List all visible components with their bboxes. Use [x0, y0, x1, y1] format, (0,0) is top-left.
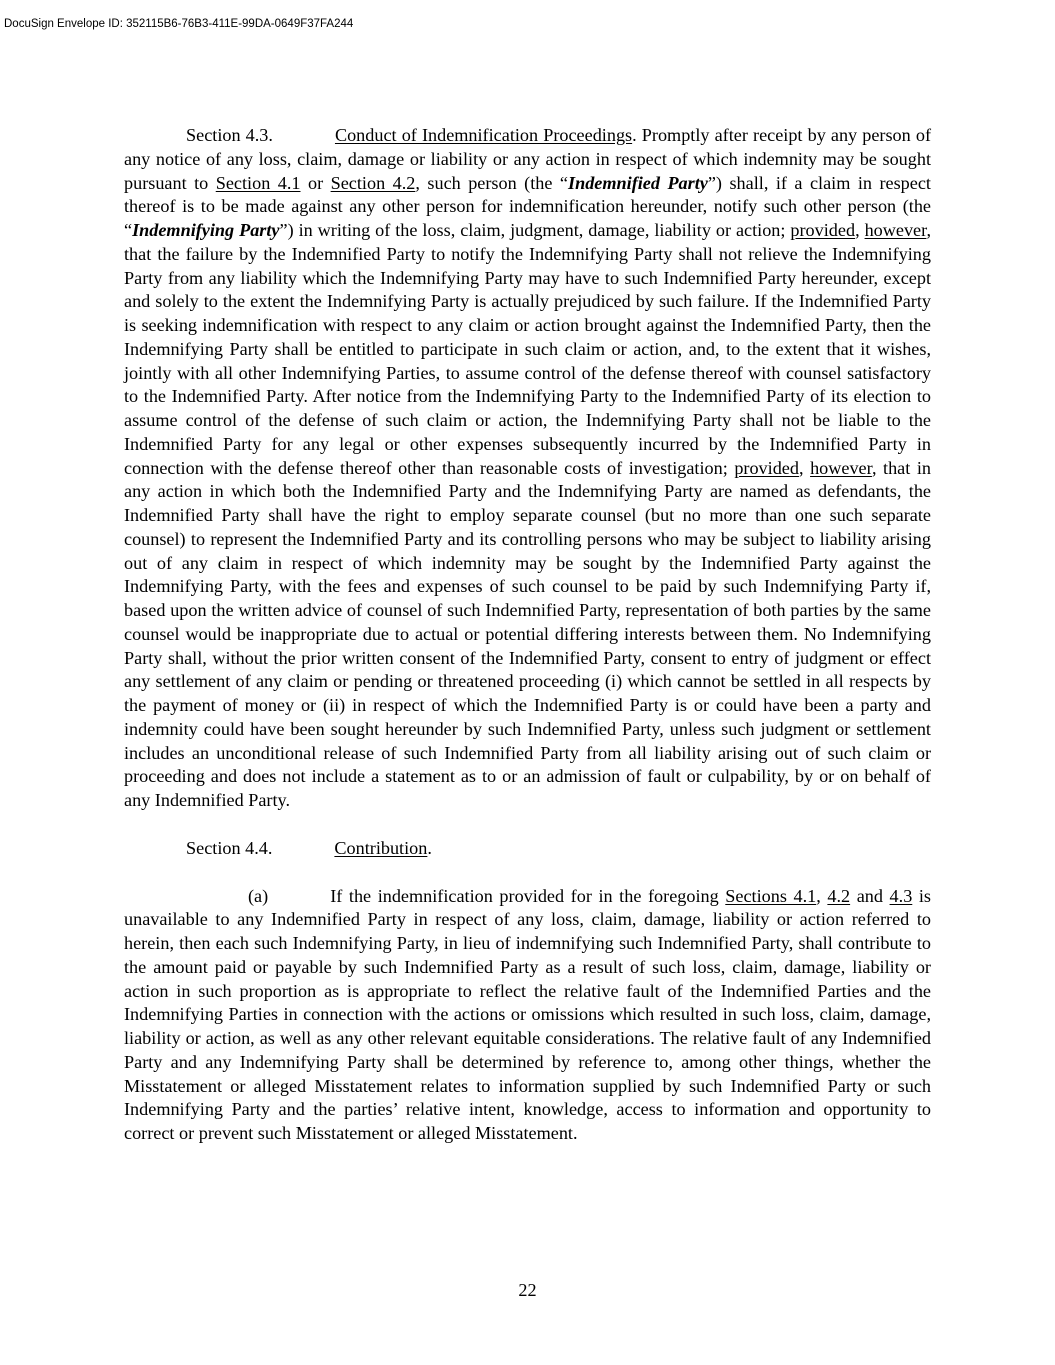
- proviso-however-2: however: [810, 457, 872, 478]
- docusign-envelope-id: DocuSign Envelope ID: 352115B6-76B3-411E-99DA-0649F37FA244: [4, 18, 354, 30]
- proviso-provided-2: provided: [734, 457, 799, 478]
- section-ref-4-2: Section 4.2: [330, 172, 416, 193]
- section-ref-4-2-short: 4.2: [827, 885, 851, 906]
- proviso-provided: provided: [790, 220, 856, 240]
- section-4-4-number: Section 4.4.: [186, 837, 273, 858]
- document-body: [124, 124, 931, 1146]
- section-ref-4-1-plural: Sections 4.1: [725, 885, 817, 906]
- proviso-however: however: [864, 220, 927, 240]
- clause-label-a: (a): [248, 885, 269, 906]
- page-number: 22: [518, 1280, 537, 1300]
- defined-term-indemnifying-party: Indemnifying Party: [132, 220, 280, 240]
- section-ref-4-1: Section 4.1: [215, 172, 301, 193]
- section-4-3-number: Section 4.3.: [186, 125, 273, 145]
- section-4-4-heading: Contribution: [334, 837, 428, 858]
- section-4-4-a-paragraph: (a) If the indemnification provided for in the foregoing Sections 4.1, 4.2 and 4.3 is unavailable to any Indemnified Party in respect of any loss, claim, damage, liability or action referred to herein, then each such Indemnifying Party, in lieu of indemnifying such Indemnified Party, shall contribute to the amount paid or payable by such Indemnified Party as a result of such loss, claim, damage, liability or action in such proportion as is appropriate to reflect the relative fault of the Indemnified Parties and the Indemnifying Parties in connection with the actions or omissions which resulted in such loss, claim, damage, liability or action, as well as any other relevant equitable considerations. The relative fault of any Indemnified Party and any Indemnifying Party shall be determined by reference to, among other things, whether the Misstatement or alleged Misstatement relates to information supplied by such Indemnified Party or such Indemnifying Party and the parties’ relative intent, knowledge, access to information and opportunity to correct or prevent such Misstatement or alleged Misstatement.: [124, 885, 931, 1143]
- section-4-3-heading: Conduct of Indemnification Proceedings: [334, 125, 633, 145]
- section-4-3-paragraph: Section 4.3. Conduct of Indemnification Proceedings. Promptly after receipt by any person of any notice of any loss, claim, damage or liability or any action in respect of which indemnity may be sought pursuant to Section 4.1 or Section 4.2, such person (the “Indemnified Party”) shall, if a claim in respect thereof is to be made against any other person for indemnification hereunder, notify such other person (the “Indemnifying Party”) in writing of the loss, claim, judgment, damage, liability or action; provided, however, that the failure by the Indemnified Party to notify the Indemnifying Party shall not relieve the Indemnifying Party from any liability which the Indemnifying Party may have to such Indemnified Party hereunder, except and solely to the extent the Indemnifying Party is actually prejudiced by such failure. If the Indemnified Party is seeking indemnification with respect to any claim or action brought against the Indemnified Party, then the Indemnifying Party shall be entitled to participate in such claim or action, and, to the extent that it wishes, jointly with all other Indemnifying Parties, to assume control of the defense thereof with counsel satisfactory to the Indemnified Party. After notice from the Indemnifying Party to the Indemnified Party of its election to assume control of the defense of such claim or action, the Indemnifying Party shall not be liable to the Indemnified Party for any legal or other expenses subsequently incurred by the Indemnified Party in connection with the defense thereof other than reasonable costs of investigation; provided, however, that in any action in which both the Indemnified Party and the Indemnifying Party are named as defendants, the Indemnified Party shall have the right to employ separate counsel (but no more than one such separate counsel) to represent the Indemnified Party and its controlling persons who may be subject to liability arising out of any claim in respect of which indemnity may be sought by the Indemnified Party against the Indemnifying Party, with the fees and expenses of such counsel to be paid by such Indemnifying Party if, based upon the written advice of counsel of such Indemnified Party, representation of both parties by the same counsel would be inappropriate due to actual or potential differing interests between them. No Indemnifying Party shall, without the prior written consent of the Indemnified Party, consent to entry of judgment or effect any settlement of any claim or pending or threatened proceeding (i) which cannot be settled in all respects by the payment of money or (ii) in respect of which the Indemnified Party is or could have been a party and indemnity could have been sought hereunder by such Indemnified Party, unless such judgment or settlement includes an unconditional release of such Indemnified Party from all liability arising out of such claim or proceeding and does not include a statement as to or an admission of fault or culpability, by or on behalf of any Indemnified Party.: [124, 125, 932, 810]
- section-ref-4-3-short: 4.3: [889, 885, 913, 906]
- defined-term-indemnified-party: Indemnified Party: [568, 172, 708, 193]
- section-4-4-heading-line: Section 4.4. Contribution.: [186, 837, 432, 858]
